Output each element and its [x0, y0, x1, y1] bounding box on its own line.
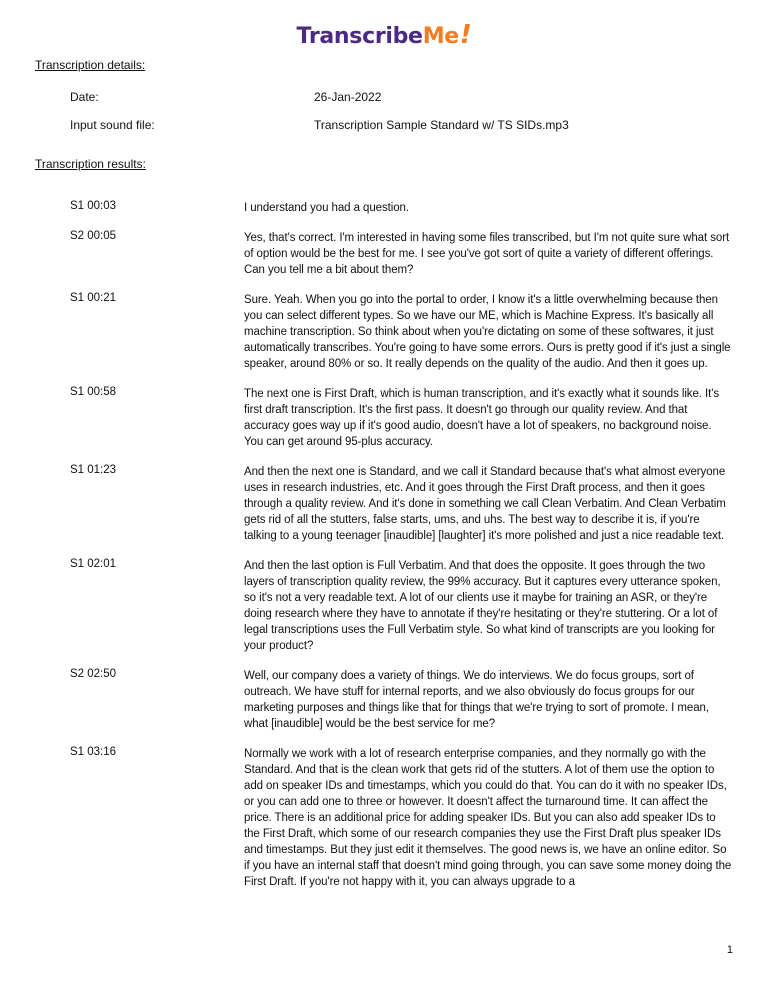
speaker-timestamp: S1 02:01	[70, 558, 117, 570]
transcribeme-logo	[0, 20, 768, 50]
utterance-text: Normally we work with a lot of research enterprise companies, and they normally go with the Standard. And that is the clean work that gets rid of the stutters. A lot of them use the option to add on speaker IDs and timestamps, which you could do that. You can do it with no speaker IDs, or you can add one to three or however. It doesn't affect the turnaround time. It can affect the price. There is an additional price for adding speaker IDs. But you can also add speaker IDs to the First Draft, which some of our research companies they use the First Draft plus speaker IDs and timestamps. But they just edit it themselves. The good news is, we have an online editor. So if you have an internal staff that doesn't mind going through, you can save some money doing the First Draft. If you're not happy with it, you can always upgrade to a	[244, 748, 732, 888]
transcription-results-heading: Transcription results:	[35, 157, 146, 171]
utterance-text: And then the next one is Standard, and we call it Standard because that's what almost everyone uses in research industries, etc. And it goes through the First Draft process, and then it goes through a quality review. And it's done in something we call Clean Verbatim. And Clean Verbatim gets rid of all the stutters, false starts, ums, and uhs. The best way to describe it is, if you're talking to a young teenager [inaudible] [laughter] it's more polished and just a nice readable text.	[244, 466, 726, 542]
speaker-timestamp: S1 01:23	[70, 464, 117, 476]
logo-me: Me	[422, 24, 459, 49]
transcript-entry	[0, 460, 768, 544]
input-file-label: Input sound file:	[70, 118, 155, 132]
transcript-entry	[0, 196, 768, 216]
speaker-timestamp: S1 00:58	[70, 386, 117, 398]
transcript-entry	[0, 382, 768, 450]
transcript-entry	[0, 554, 768, 654]
transcript-entry	[0, 226, 768, 278]
utterance-text: The next one is First Draft, which is human transcription, and it's exactly what it sounds like. It's first draft transcription. It's the first pass. It doesn't go through our quality review. And that accuracy goes way up if it's good audio, doesn't have a lot of speakers, no background noise. You can get around 95-plus accuracy.	[244, 388, 720, 448]
transcript-entry	[0, 742, 768, 890]
utterance-text: Sure. Yeah. When you go into the portal to order, I know it's a little overwhelming because then you can select different types. So we have our ME, which is Machine Express. It's basically all machine transcription. So think about when you're dictating on some of these softwares, it just automatically transcribes. You're going to have some errors. Ours is pretty good if it's just a single speaker, around 80% or so. It really depends on the quality of the audio. And then it goes up.	[244, 294, 731, 370]
date-value: 26-Jan-2022	[314, 90, 382, 104]
speaker-timestamp: S1 00:21	[70, 292, 117, 304]
transcription-details-heading: Transcription details:	[35, 58, 146, 72]
transcript-entry	[0, 288, 768, 372]
utterance-text: And then the last option is Full Verbatim. And that does the opposite. It goes through the two layers of transcription quality review, the 99% accuracy. But it captures every utterance spoken, so it's not a very readable text. A lot of our clients use it maybe for training an ASR, or they're doing research where they have to annotate if they're hesitating or they're stuttering. Or a lot of legal transcriptions uses the Full Verbatim style. So what kind of transcripts are you looking for your product?	[244, 560, 721, 652]
transcript-entry	[0, 664, 768, 732]
utterance-text: Yes, that's correct. I'm interested in having some files transcribed, but I'm not quite sure what sort of option would be the best for me. I see you've got sort of quite a variety of different offerings. Can you tell me a bit about them?	[244, 232, 730, 276]
logo-exclamation: !	[459, 20, 472, 50]
utterance-text: I understand you had a question.	[244, 202, 409, 214]
logo-transcribe: Transcribe	[296, 24, 423, 49]
utterance-text: Well, our company does a variety of things. We do interviews. We do focus groups, sort of outreach. We have stuff for internal reports, and we also obviously do focus groups for our marketing purposes and things like that for things that we're trying to sort of promote. I mean, what [inaudible] would be the best service for me?	[244, 670, 709, 730]
input-file-value: Transcription Sample Standard w/ TS SIDs.mp3	[314, 118, 569, 132]
date-label: Date:	[70, 90, 99, 104]
speaker-timestamp: S2 02:50	[70, 668, 117, 680]
page-number: 1	[726, 944, 733, 956]
speaker-timestamp: S1 03:16	[70, 746, 117, 758]
speaker-timestamp: S1 00:03	[70, 200, 117, 212]
transcript-list	[0, 196, 768, 900]
speaker-timestamp: S2 00:05	[70, 230, 117, 242]
